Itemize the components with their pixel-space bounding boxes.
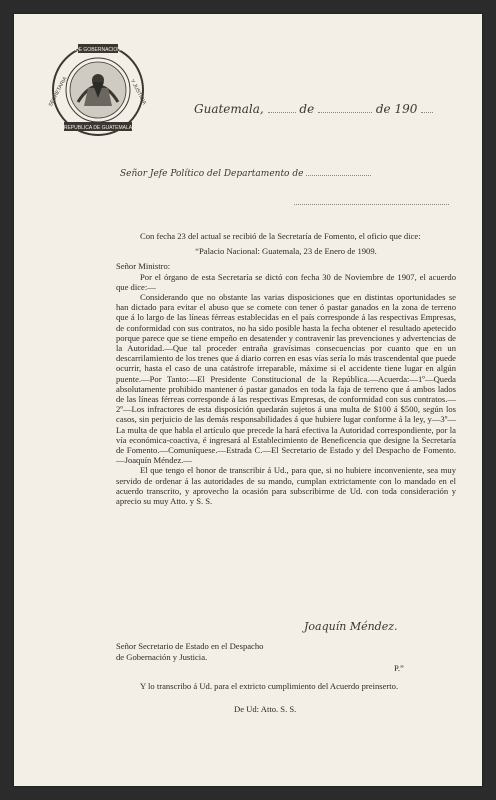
- svg-text:DE GOBERNACION: [75, 47, 121, 53]
- year-blank: [421, 103, 433, 113]
- seal-top-text: DE GOBERNACION: [75, 46, 121, 53]
- seal-left-text: SECRETARIA: [48, 76, 69, 108]
- day-blank: [268, 103, 296, 113]
- recipient-block: [116, 641, 416, 663]
- de-label-2: de 190: [375, 102, 418, 116]
- p-mark: P.”: [394, 663, 404, 673]
- letter-body: [116, 231, 456, 506]
- intro-paragraph: Con fecha 23 del actual se recibió de la Secretaría de Fomento, el oficio que dice:: [140, 231, 421, 241]
- transcription-note: [116, 681, 456, 692]
- svg-text:REPUBLICA DE GUATEMALA: [64, 125, 133, 131]
- date-line: [194, 102, 449, 116]
- document-page: [14, 14, 482, 786]
- svg-text:Y JUSTICIA: [129, 78, 148, 106]
- transcribe-text: Y lo transcribo á Ud. para el extricto cumplimiento del Acuerdo preinserto.: [140, 681, 399, 691]
- city-label: Guatemala,: [194, 102, 264, 116]
- seal-bottom-text: REPUBLICA DE GUATEMALA: [63, 124, 133, 131]
- seal-right-text: Y JUSTICIA: [128, 78, 148, 106]
- recipient-line-1: Señor Secretario de Estado en el Despacho: [116, 641, 264, 651]
- addressee-blank-line: [294, 204, 449, 205]
- closing-paragraph: El que tengo el honor de transcribir á Ud., para que, si no hubiere inconveniente, sea muy servido de ordenar á las autoridades de su mando, cumplan extrictamente con lo mandado en el acuerdo transcrito, y aprovecho la ocasión para subscribirme de Ud. con toda consideración y aprecio su muy Atto. y S. S.: [116, 465, 456, 507]
- signature: Joaquín Méndez.: [304, 620, 398, 633]
- recipient-line-2: de Gobernación y Justicia.: [116, 652, 208, 662]
- month-blank: [318, 103, 372, 113]
- department-blank: [306, 166, 371, 176]
- salutation: Señor Ministro:: [116, 261, 171, 272]
- addressee-label: Señor Jefe Político del Departamento de: [120, 169, 304, 179]
- de-label-1: de: [299, 102, 315, 116]
- closing-line: De Ud: Atto. S. S.: [234, 704, 297, 714]
- quoted-heading: “Palacio Nacional: Guatemala, 23 de Enero de 1909.: [195, 246, 377, 257]
- decree-text: Considerando que no obstante las varias disposiciones que en distintas oportunidades se han dictado para evitar el abuso que se comete con tener ó pastar ganados en la zona de terreno que á lo largo de las líneas férreas establecidas en el país corresponde á las respectivas Empresas, de conformidad con sus contratos, no ha sido posible hasta la fecha obtener el resultado apetecido porque parece que se tiene empeño en desatender y contravenir las prevenciones y advertencias de la Autoridad.—Que tal proceder entraña gravísimas consecuencias por cuanto que en un descarrilamiento de los trenes que á diario corren en esas vías sería lo más trascendental que puede ocurrir, hasta el caso de una catástrofe irreparable, máxime si el accidente tiene lugar en algún puente.—Por Tanto:—El Presidente Constitucional de la República.—Acuerda:—1º—Queda absolutamente prohibido mantener ó pastar ganados en toda la faja de terreno que á ambos lados de las líneas férreas corresponde á las respectivas Empresas, de conformidad con sus contratos.—2º—Los infractores de esta disposición quedarán sujetos á una multa de $100 á $500, según los casos, sin perjuicio de las demás responsabilidades á que hubiere lugar conforme á la ley, y—3º—La multa de que habla el artículo que precede la hará efectiva la Autoridad correspondiente, por la vía económica-coactiva, é ingresará al Establecimiento de Beneficencia que designe la Secretaría de Fomento.—Comuníquese.—Estrada C.—El Secretario de Estado y del Despacho de Fomento.—Joaquín Méndez.—: [116, 292, 456, 466]
- coat-of-arms-seal: [48, 40, 148, 140]
- addressee-line: [120, 166, 371, 179]
- decree-intro: Por el órgano de esta Secretaría se dictó con fecha 30 de Noviembre de 1907, el acuerdo que dice:—: [116, 271, 456, 292]
